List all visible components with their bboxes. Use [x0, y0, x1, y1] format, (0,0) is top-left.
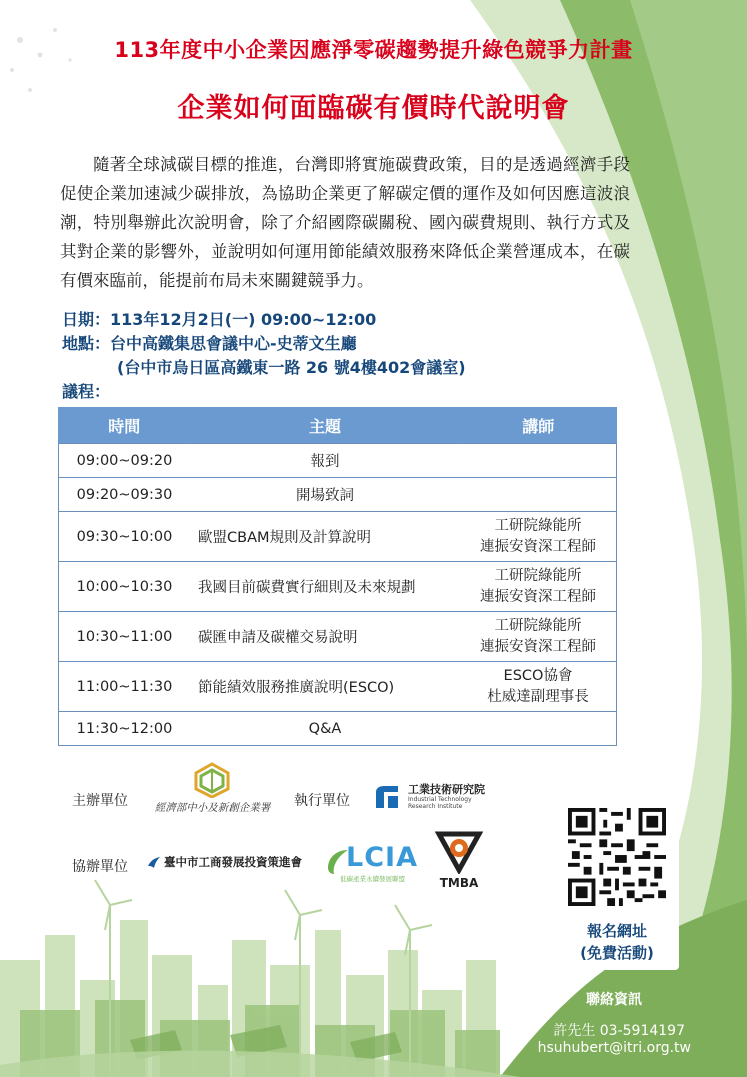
executor-name: 工業技術研究院	[408, 783, 485, 796]
host-logo	[150, 762, 275, 822]
taichung-logo	[146, 852, 316, 874]
contact-email[interactable]: hsuhubert@itri.org.tw	[537, 1040, 691, 1056]
speaker-org: ESCO協會	[503, 667, 573, 684]
row-topic: 開場致詞	[190, 478, 460, 512]
registration-url-label: 報名網址	[586, 922, 647, 940]
header-speaker: 講師	[460, 407, 617, 444]
row-speaker	[460, 512, 617, 562]
row-time: 09:30~10:00	[59, 512, 191, 562]
registration-box[interactable]	[555, 798, 679, 970]
row-speaker	[460, 662, 617, 712]
header-time: 時間	[59, 407, 191, 444]
co-organizer-2-sub: 低碳產業永續發展聯盟	[340, 875, 405, 883]
row-time: 10:00~10:30	[59, 562, 191, 612]
row-topic: 報到	[190, 444, 460, 478]
header-topic: 主題	[190, 407, 460, 444]
row-speaker	[460, 612, 617, 662]
host-name: 經濟部中小及新創企業署	[154, 802, 271, 814]
event-venue: 地點：台中高鐵集思會議中心-史蒂文生廳	[62, 334, 357, 353]
itri-logo	[372, 780, 512, 814]
speaker-name: 連振安資深工程師	[480, 588, 596, 605]
row-speaker	[460, 478, 617, 512]
row-speaker	[460, 444, 617, 478]
table-row	[59, 612, 617, 662]
speaker-org: 工研院綠能所	[494, 567, 582, 584]
lcia-logo	[324, 838, 416, 884]
speaker-name: 杜威達副理事長	[487, 688, 589, 705]
co-organizer-label: 協辦單位	[72, 859, 128, 875]
speaker-name: 連振安資深工程師	[480, 538, 596, 555]
itri-logo-icon	[372, 782, 402, 812]
row-time: 09:00~09:20	[59, 444, 191, 478]
row-time: 10:30~11:00	[59, 612, 191, 662]
host-label: 主辦單位	[72, 793, 128, 809]
program-title: 113年度中小企業因應淨零碳趨勢提升綠色競爭力計畫	[114, 38, 633, 62]
row-time: 11:30~12:00	[59, 712, 191, 746]
contact-phone: 許先生 03-5914197	[553, 1023, 685, 1039]
row-topic: 節能績效服務推廣說明(ESCO)	[190, 662, 460, 712]
agenda-header-row	[59, 407, 617, 444]
tmba-logo	[434, 830, 484, 892]
co-organizer-2: LCIA	[346, 842, 418, 873]
taichung-logo-icon	[146, 854, 162, 870]
row-topic: 碳匯申請及碳權交易說明	[190, 612, 460, 662]
agenda-label: 議程：	[62, 382, 111, 401]
executor-label: 執行單位	[294, 793, 350, 809]
qr-code-icon[interactable]	[568, 808, 666, 906]
executor-name-en1: Industrial Technology	[408, 796, 472, 803]
table-row	[59, 712, 617, 746]
row-time: 11:00~11:30	[59, 662, 191, 712]
speaker-name: 連振安資深工程師	[480, 638, 596, 655]
executor-name-en2: Research Institute	[408, 803, 463, 810]
table-row	[59, 512, 617, 562]
tmba-logo-icon	[435, 830, 483, 874]
sme-logo-icon	[192, 762, 232, 798]
row-time: 09:20~09:30	[59, 478, 191, 512]
row-topic: 我國目前碳費實行細則及未來規劃	[190, 562, 460, 612]
event-address: (台中市烏日區高鐵東一路 26 號4樓402會議室)	[117, 358, 466, 377]
speaker-org: 工研院綠能所	[494, 517, 582, 534]
event-title: 企業如何面臨碳有價時代說明會	[177, 93, 570, 124]
agenda-table	[58, 407, 617, 746]
registration-free-label: (免費活動)	[580, 944, 654, 962]
table-row	[59, 444, 617, 478]
speaker-org: 工研院綠能所	[494, 617, 582, 634]
co-organizer-1: 臺中市工商發展投資策進會	[164, 855, 302, 869]
table-row	[59, 662, 617, 712]
co-organizer-3: TMBA	[439, 876, 479, 890]
contact-title: 聯絡資訊	[586, 992, 642, 1008]
intro-paragraph: 隨著全球減碳目標的推進，台灣即將實施碳費政策，目的是透過經濟手段促使企業加速減少碳排放，為協助企業更了解碳定價的運作及如何因應這波浪潮，特別舉辦此次說明會，除了介紹國際碳關稅、國內碳費規則、執行方式及其對企業的影響外，並說明如何運用節能績效服務來降低企業營運成本，在碳有價來臨前，能提前布局未來關鍵競爭力。	[60, 155, 630, 290]
row-topic: 歐盟CBAM規則及計算說明	[190, 512, 460, 562]
table-row	[59, 562, 617, 612]
event-date: 日期：113年12月2日(一) 09:00~12:00	[62, 310, 377, 329]
registration-text	[555, 920, 679, 964]
table-row	[59, 478, 617, 512]
row-speaker	[460, 562, 617, 612]
row-topic: Q&A	[190, 712, 460, 746]
row-speaker	[460, 712, 617, 746]
